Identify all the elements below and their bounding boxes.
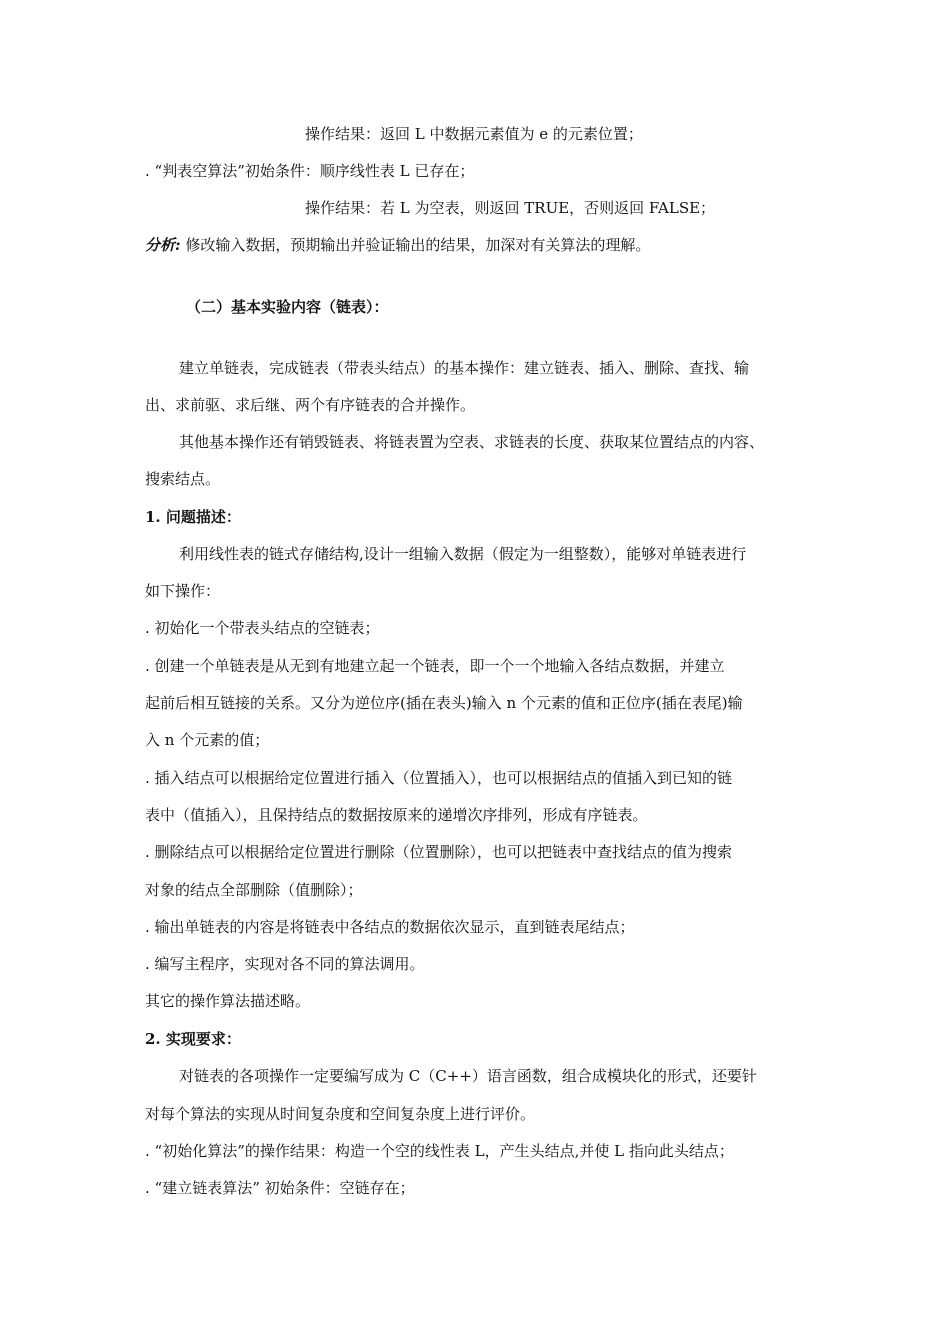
subheading-requirements: 2. 实现要求：	[145, 1030, 241, 1048]
text-line: 入 n 个元素的值；	[145, 731, 270, 749]
text-line: 利用线性表的链式存储结构,设计一组输入数据（假定为一组整数），能够对单链表进行	[179, 545, 747, 563]
text-line: 建立单链表，完成链表（带表头结点）的基本操作：建立链表、插入、删除、查找、输	[179, 359, 750, 377]
text-line: 其它的操作算法描述略。	[145, 992, 311, 1010]
list-item: . 插入结点可以根据给定位置进行插入（位置插入），也可以根据结点的值插入到已知的链	[145, 769, 733, 787]
subheading-problem: 1. 问题描述：	[145, 508, 241, 526]
analysis-text: 修改输入数据，预期输出并验证输出的结果，加深对有关算法的理解。	[185, 236, 651, 254]
list-item: . 输出单链表的内容是将链表中各结点的数据依次显示，直到链表尾结点；	[145, 918, 635, 936]
text-line: 起前后相互链接的关系。又分为逆位序(插在表头)输入 n 个元素的值和正位序(插在表尾)输	[145, 694, 743, 712]
text-line: . “判表空算法”初始条件：顺序线性表 L 已存在；	[145, 162, 475, 180]
analysis-label: 分析:	[145, 236, 181, 254]
section-heading: （二）基本实验内容（链表）：	[186, 298, 389, 316]
text-line: 对象的结点全部删除（值删除）；	[145, 881, 363, 899]
list-item: . 编写主程序，实现对各不同的算法调用。	[145, 955, 425, 973]
text-line: 出、求前驱、求后继、两个有序链表的合并操作。	[145, 396, 476, 414]
text-line: 其他基本操作还有销毁链表、将链表置为空表、求链表的长度、获取某位置结点的内容、	[179, 433, 765, 451]
text-line: 搜索结点。	[145, 470, 221, 488]
list-item: . 初始化一个带表头结点的空链表；	[145, 619, 380, 637]
list-item: . “建立链表算法” 初始条件：空链存在；	[145, 1179, 415, 1197]
text-line: 表中（值插入），且保持结点的数据按原来的递增次序排列，形成有序链表。	[145, 806, 648, 824]
list-item: . “初始化算法”的操作结果：构造一个空的线性表 L，产生头结点,并使 L 指向此头结点；	[145, 1142, 734, 1160]
list-item: . 删除结点可以根据给定位置进行删除（位置删除），也可以把链表中查找结点的值为搜索	[145, 843, 733, 861]
text-line: 操作结果：若 L 为空表，则返回 TRUE，否则返回 FALSE；	[305, 199, 716, 217]
text-line: 对链表的各项操作一定要编写成为 C（C++）语言函数，组合成模块化的形式，还要针	[179, 1067, 757, 1085]
text-line: 操作结果：返回 L 中数据元素值为 e 的元素位置；	[305, 125, 643, 143]
text-line: 对每个算法的实现从时间复杂度和空间复杂度上进行评价。	[145, 1105, 536, 1123]
text-line: 如下操作：	[145, 582, 221, 600]
list-item: . 创建一个单链表是从无到有地建立起一个链表，即一个一个地输入各结点数据，并建立	[145, 657, 725, 675]
analysis-line	[145, 235, 650, 255]
